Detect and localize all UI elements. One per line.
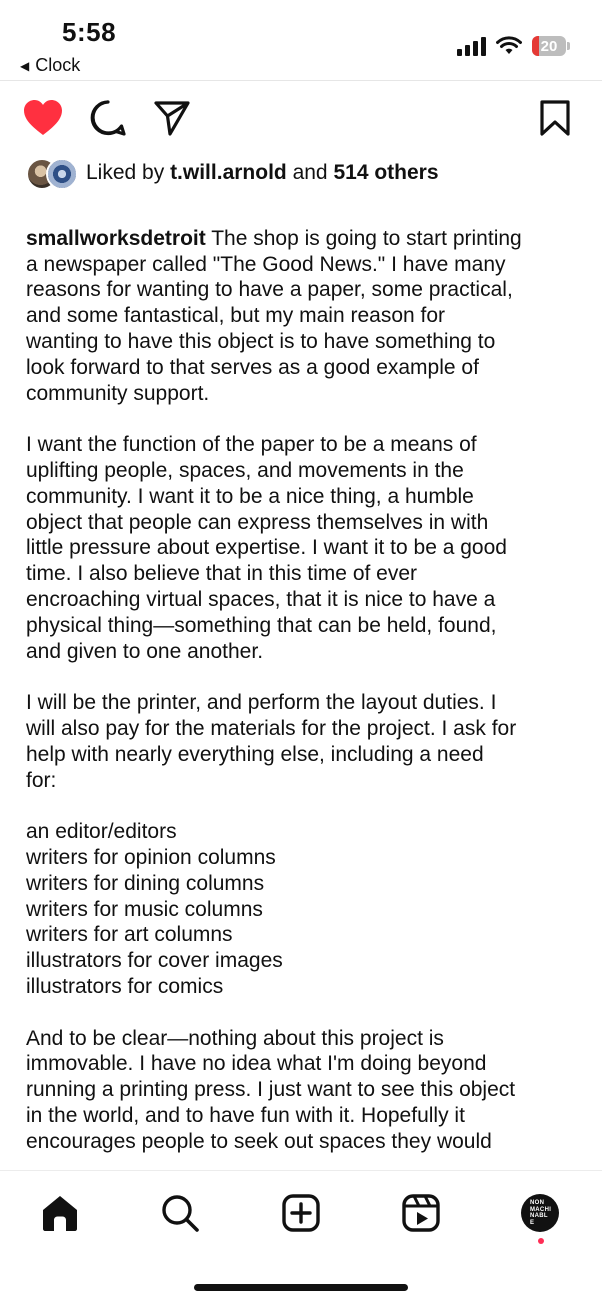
caption-line: help with nearly everything else, including a need: [26, 742, 484, 766]
avatar: [46, 158, 78, 190]
wifi-icon: [496, 36, 522, 56]
likes-others-link[interactable]: 514 others: [333, 161, 439, 184]
cellular-signal-icon: [457, 36, 486, 56]
battery-fill: [532, 36, 539, 56]
comment-icon[interactable]: [86, 96, 130, 140]
caption-line: immovable. I have no idea what I'm doing beyond: [26, 1052, 487, 1076]
likes-text: [86, 161, 439, 185]
back-app-label: Clock: [35, 55, 81, 75]
caption-line: The shop is going to start printing: [211, 226, 522, 250]
status-bar: [0, 0, 602, 81]
caption-line: for:: [26, 768, 57, 792]
liker-avatars: [26, 158, 76, 188]
caption-line: look forward to that serves as a good example of: [26, 355, 479, 379]
bookmark-icon[interactable]: [533, 96, 577, 140]
paper-plane-icon[interactable]: [150, 96, 194, 140]
list-item: writers for music columns: [26, 897, 263, 921]
caption-line: object that people can express themselves in with: [26, 510, 489, 534]
caption-line: a newspaper called "The Good News." I have many: [26, 252, 506, 276]
liker-username-link[interactable]: t.will.arnold: [170, 161, 287, 184]
profile-tab[interactable]: [518, 1191, 562, 1235]
post-action-row: [0, 96, 602, 144]
search-icon[interactable]: [158, 1191, 202, 1235]
post-caption: [26, 200, 586, 1180]
caption-line: I want the function of the paper to be a means of: [26, 433, 477, 457]
back-to-app-link[interactable]: [20, 55, 80, 76]
home-icon[interactable]: [38, 1191, 82, 1235]
caption-line: encourages people to seek out spaces they would: [26, 1129, 492, 1153]
list-item: illustrators for cover images: [26, 949, 283, 973]
list-item: an editor/editors: [26, 820, 177, 844]
back-triangle-icon: ◀: [20, 58, 30, 73]
status-time: 5:58: [62, 17, 117, 47]
caption-line: time. I also believe that in this time of ever: [26, 562, 418, 586]
likes-prefix: Liked by: [86, 161, 165, 184]
profile-avatar: [521, 1194, 559, 1232]
profile-notification-dot: [538, 1238, 544, 1244]
profile-avatar-text: NON MACHI NABL E: [530, 1200, 552, 1226]
create-icon[interactable]: [279, 1191, 323, 1235]
battery-icon: [532, 36, 570, 56]
caption-line: And to be clear—nothing about this project is: [26, 1026, 444, 1050]
caption-line: uplifting people, spaces, and movements in the: [26, 458, 464, 482]
battery-level: 20: [540, 37, 558, 55]
caption-line: community. I want it to be a nice thing, a humble: [26, 484, 474, 508]
list-item: writers for opinion columns: [26, 845, 276, 869]
caption-line: little pressure about expertise. I want it to be a good: [26, 536, 507, 560]
status-icons: [457, 36, 570, 56]
caption-line: in the world, and to have fun with it. Hopefully it: [26, 1103, 465, 1127]
caption-line: community support.: [26, 381, 210, 405]
caption-line: and some fantastical, but my main reason for: [26, 304, 446, 328]
likes-summary[interactable]: [26, 157, 439, 189]
caption-username-link[interactable]: smallworksdetroit: [26, 226, 206, 250]
reels-icon[interactable]: [399, 1191, 443, 1235]
list-item: illustrators for comics: [26, 974, 224, 998]
caption-line: physical thing—something that can be held, found,: [26, 613, 497, 637]
caption-line: will also pay for the materials for the project. I ask for: [26, 716, 517, 740]
list-item: writers for dining columns: [26, 871, 265, 895]
list-item: writers for art columns: [26, 923, 233, 947]
bottom-tab-bar: [0, 1170, 602, 1304]
likes-joiner: and: [292, 161, 328, 184]
home-indicator[interactable]: [194, 1284, 408, 1291]
caption-line: wanting to have this object is to have something to: [26, 329, 496, 353]
caption-line: running a printing press. I just want to see this object: [26, 1078, 516, 1102]
caption-line: reasons for wanting to have a paper, some practical,: [26, 278, 513, 302]
caption-line: I will be the printer, and perform the layout duties. I: [26, 691, 497, 715]
caption-line: encroaching virtual spaces, that it is nice to have a: [26, 587, 496, 611]
caption-line: and given to one another.: [26, 639, 264, 663]
heart-filled-icon[interactable]: [21, 96, 65, 140]
